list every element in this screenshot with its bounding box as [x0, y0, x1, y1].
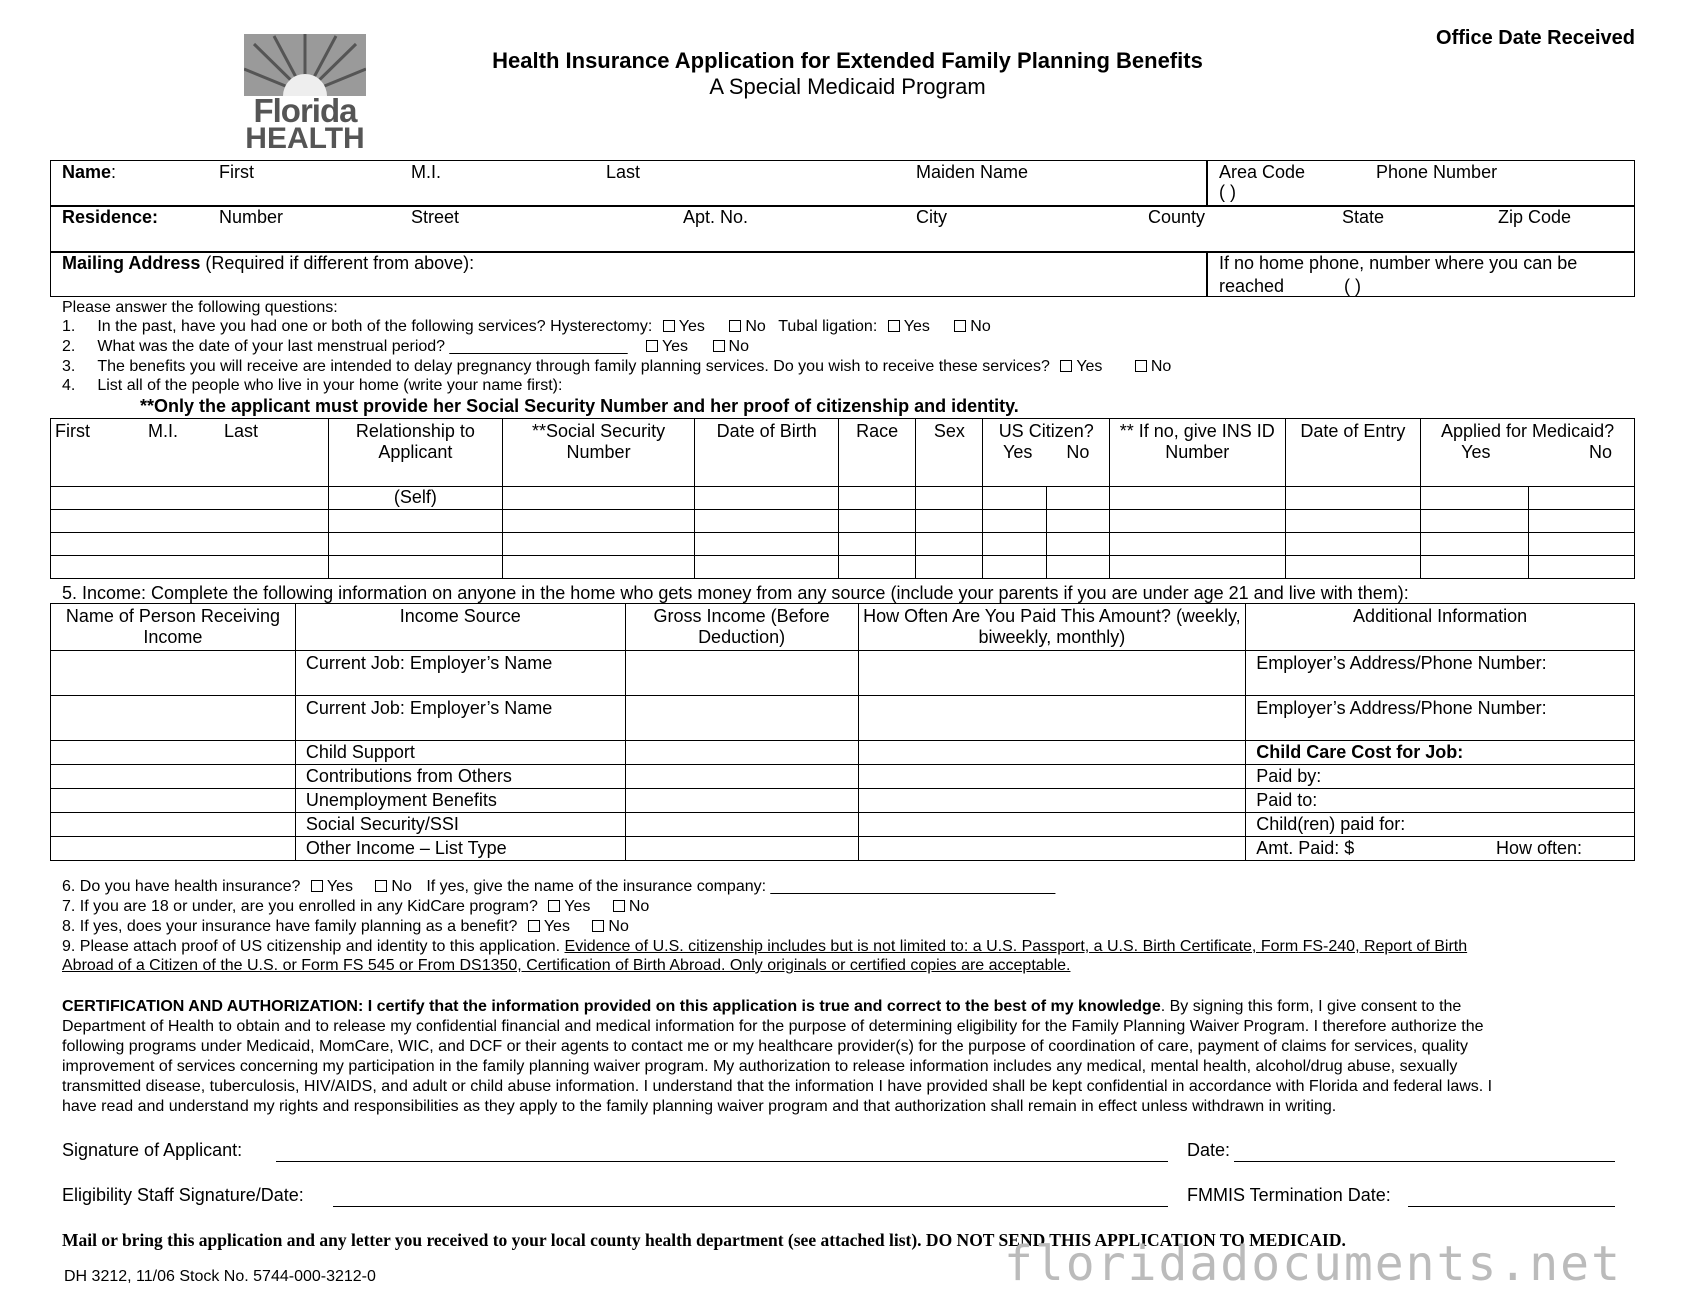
fmmis-label: FMMIS Termination Date:	[1187, 1185, 1391, 1205]
ssn-note: **Only the applicant must provide her Social Security Number and her proof of citizenship and identity.	[140, 396, 1019, 416]
questions-intro: Please answer the following questions:	[62, 299, 338, 316]
q7-yes-checkbox[interactable]	[548, 900, 560, 912]
staff-signature-line[interactable]	[333, 1206, 1168, 1207]
mail-instructions: Mail or bring this application and any letter you received to your local county health department (see attached list). DO NOT SEND THIS APPLICATION TO MEDICAID.	[62, 1230, 1346, 1250]
question-4: 4. List all of the people who live in your home (write your name first):	[62, 377, 563, 394]
question-2: 2. What was the date of your last menstrual period? ____________________ Yes No	[62, 338, 749, 355]
certification-line-2: Department of Health to obtain and to release my confidential financial and medical information for the purpose of determining eligibility for the Family Planning Waiver Program. I therefore authorize the	[62, 1018, 1484, 1035]
residence-label: Residence:	[62, 207, 159, 227]
additional-info-cell: Paid by:	[1246, 765, 1635, 789]
certification-line-1: CERTIFICATION AND AUTHORIZATION: I certify that the information provided on this application is true and correct to the best of my knowledge. By signing this form, I give consent to the	[62, 998, 1462, 1015]
date-line[interactable]	[1234, 1161, 1615, 1162]
additional-info-cell: Child Care Cost for Job:	[1246, 741, 1635, 765]
q8-yes-checkbox[interactable]	[528, 920, 540, 932]
h-additional-info: Additional Information	[1246, 604, 1635, 651]
form-title: Health Insurance Application for Extended Family Planning Benefits	[492, 48, 1203, 73]
table-row[interactable]	[51, 813, 1635, 837]
logo-text-florida: Florida	[253, 92, 357, 129]
logo-text-health: HEALTH	[245, 122, 365, 155]
question-1: 1. In the past, have you had one or both of the following services? Hysterectomy: Yes No Tubal ligation: Yes No	[62, 318, 991, 335]
income-source-cell: Other Income – List Type	[295, 837, 625, 861]
self-label: (Self)	[329, 487, 503, 510]
additional-info-cell: Paid to:	[1246, 789, 1635, 813]
maiden-name-field[interactable]: Maiden Name	[916, 162, 1029, 182]
h-name-cols: First M.I. Last	[51, 419, 329, 487]
income-source-cell: Child Support	[295, 741, 625, 765]
staff-signature-label: Eligibility Staff Signature/Date:	[62, 1185, 304, 1205]
question-9: 9. Please attach proof of US citizenship and identity to this application. Evidence of U.S. citizenship includes but is not limited to: a U.S. Passport, a U.S. Birth Certificate, Form FS-240, Report of Birth	[62, 938, 1468, 955]
form-subtitle: A Special Medicaid Program	[709, 74, 986, 99]
question-6: 6. Do you have health insurance? Yes No If yes, give the name of the insurance company: ________________________________	[62, 878, 1056, 895]
table-row[interactable]	[51, 556, 1635, 579]
how-often-label: How often:	[1495, 838, 1582, 858]
table-row[interactable]	[51, 487, 1635, 510]
h-ins: ** If no, give INS ID Number	[1109, 419, 1285, 487]
last-name-field[interactable]: Last	[606, 162, 641, 182]
table-row[interactable]	[51, 510, 1635, 533]
hysterectomy-yes-checkbox[interactable]	[663, 320, 675, 332]
q2-no-checkbox[interactable]	[713, 340, 725, 352]
h-income-source: Income Source	[295, 604, 625, 651]
certification-line-5: transmitted disease, tuberculosis, HIV/AIDS, and adult or child abuse information. I understand that the information I have provided shall be kept confidential in accordance with Florida and federal laws. I	[62, 1078, 1493, 1095]
q8-no-checkbox[interactable]	[592, 920, 604, 932]
table-row[interactable]	[51, 696, 1635, 741]
q3-yes-checkbox[interactable]	[1060, 360, 1072, 372]
alt-phone-label-1: If no home phone, number where you can be	[1219, 253, 1578, 273]
additional-info-cell: Employer’s Address/Phone Number:	[1246, 651, 1635, 696]
income-source-cell: Current Job: Employer’s Name	[295, 696, 625, 741]
income-source-cell: Contributions from Others	[295, 765, 625, 789]
additional-info-cell: Employer’s Address/Phone Number:	[1246, 696, 1635, 741]
zip-field[interactable]: Zip Code	[1498, 207, 1572, 227]
tubal-no-checkbox[interactable]	[954, 320, 966, 332]
h-sex: Sex	[916, 419, 983, 487]
name-label: Name:	[62, 162, 117, 182]
income-source-cell: Unemployment Benefits	[295, 789, 625, 813]
question-3: 3. The benefits you will receive are intended to delay pregnancy through family planning services. Do you wish to receive these services? Yes No	[62, 358, 1172, 375]
alt-phone-field[interactable]: ( )	[1344, 276, 1361, 296]
city-field[interactable]: City	[916, 207, 947, 227]
first-name-field[interactable]: First	[219, 162, 254, 182]
q7-no-checkbox[interactable]	[613, 900, 625, 912]
state-field[interactable]: State	[1342, 207, 1385, 227]
h-relationship: Relationship to Applicant	[329, 419, 503, 487]
h-citizen: US Citizen? Yes No	[983, 419, 1109, 487]
area-code-paren: ( )	[1219, 182, 1236, 202]
county-field[interactable]: County	[1148, 207, 1206, 227]
question-9-cont: Abroad of a Citizen of the U.S. or Form FS 545 or From DS1350, Certification of Birth Abroad. Only originals or certified copies are acceptable.	[62, 957, 1071, 974]
table-row[interactable]	[51, 765, 1635, 789]
number-field[interactable]: Number	[219, 207, 284, 227]
q2-yes-checkbox[interactable]	[646, 340, 658, 352]
certification-line-3: following programs under Medicaid, MomCare, WIC, and DCF or their agents to contact me or my healthcare provider(s) for the purpose of coordination of care, payment of claims for services, quality	[62, 1038, 1468, 1055]
table-row[interactable]	[51, 651, 1635, 696]
household-table	[50, 418, 1635, 579]
tubal-yes-checkbox[interactable]	[888, 320, 900, 332]
income-source-cell: Social Security/SSI	[295, 813, 625, 837]
mailing-address-field[interactable]: Mailing Address (Required if different from above):	[62, 253, 475, 273]
table-row[interactable]	[51, 741, 1635, 765]
question-7: 7. If you are 18 or under, are you enrolled in any KidCare program? Yes No	[62, 898, 650, 915]
additional-info-cell: Child(ren) paid for:	[1246, 813, 1635, 837]
income-intro: 5. Income: Complete the following information on anyone in the home who gets money from any source (include your parents if you are under age 21 and live with them):	[62, 583, 1409, 603]
table-row[interactable]	[51, 837, 1635, 861]
phone-number-field[interactable]: Phone Number	[1376, 162, 1498, 182]
area-code-field[interactable]: Area Code	[1219, 162, 1306, 182]
h-how-often: How Often Are You Paid This Amount? (weekly, biweekly, monthly)	[858, 604, 1246, 651]
h-medicaid: Applied for Medicaid? Yes No	[1421, 419, 1635, 487]
income-source-cell: Current Job: Employer’s Name	[295, 651, 625, 696]
additional-info-cell: Amt. Paid: $ How often:	[1246, 837, 1635, 861]
form-number: DH 3212, 11/06 Stock No. 5744-000-3212-0	[64, 1268, 376, 1285]
fmmis-line[interactable]	[1408, 1206, 1615, 1207]
h-income-name: Name of Person Receiving Income	[51, 604, 296, 651]
certification-line-6: have read and understand my rights and responsibilities as they apply to the family planning waiver program and that authorization shall remain in effect unless withdrawn in writing.	[62, 1098, 1337, 1115]
date-label: Date:	[1187, 1140, 1231, 1160]
certification-line-4: improvement of services concerning my participation in the family planning waiver program. My authorization to release information includes any medical, mental health, alcohol/drug abuse, sexually	[62, 1058, 1458, 1075]
h-entry: Date of Entry	[1285, 419, 1421, 487]
apt-field[interactable]: Apt. No.	[683, 207, 749, 227]
office-date-received: Office Date Received	[1436, 27, 1635, 49]
h-dob: Date of Birth	[695, 419, 839, 487]
street-field[interactable]: Street	[411, 207, 460, 227]
q3-no-checkbox[interactable]	[1135, 360, 1147, 372]
h-gross-income: Gross Income (Before Deduction)	[625, 604, 858, 651]
applicant-signature-line[interactable]	[276, 1161, 1168, 1162]
alt-phone-label-2: reached	[1219, 276, 1285, 296]
income-table	[50, 603, 1635, 861]
table-row[interactable]	[51, 789, 1635, 813]
h-race: Race	[838, 419, 915, 487]
question-8: 8. If yes, does your insurance have family planning as a benefit? Yes No	[62, 918, 629, 935]
h-ssn: **Social Security Number	[502, 419, 695, 487]
q6-no-checkbox[interactable]	[375, 880, 387, 892]
applicant-signature-label: Signature of Applicant:	[62, 1140, 243, 1160]
mi-field[interactable]: M.I.	[411, 162, 441, 182]
watermark: floridadocuments.net	[1004, 1236, 1622, 1292]
table-row[interactable]	[51, 533, 1635, 556]
hysterectomy-no-checkbox[interactable]	[729, 320, 741, 332]
q6-yes-checkbox[interactable]	[311, 880, 323, 892]
